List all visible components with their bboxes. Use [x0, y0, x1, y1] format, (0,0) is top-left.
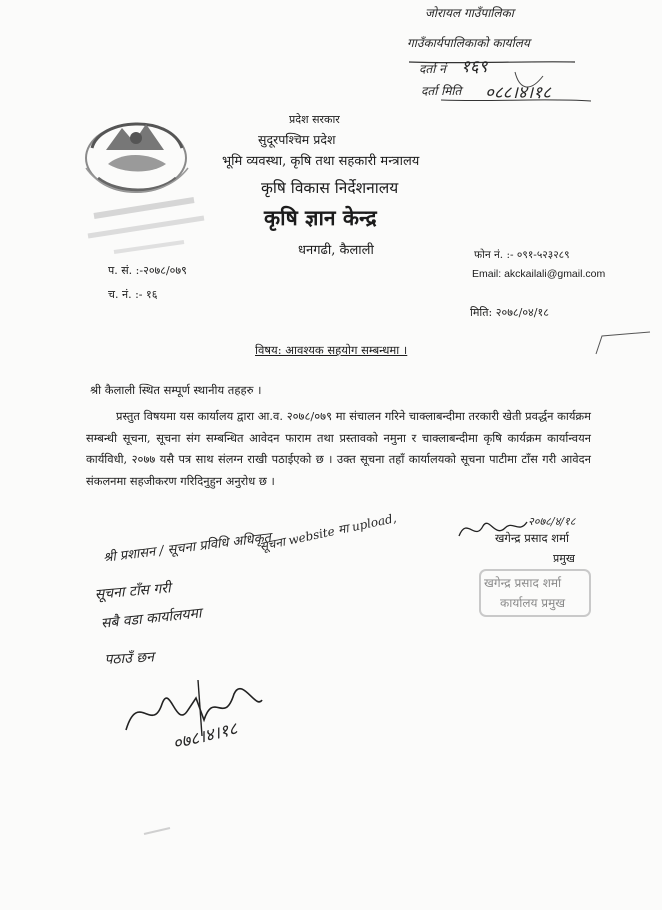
- bleed-through-marks: [84, 196, 214, 256]
- office-location: धनगढी, कैलाली: [298, 243, 374, 258]
- handwritten-note-line2: सूचना टाँस गरी: [94, 580, 172, 603]
- darta-number: १६९: [461, 57, 488, 77]
- receipt-stamp-line2: गाउँकार्यपालिकाको कार्यालय: [407, 36, 530, 50]
- handwritten-note-line3: सबै वडा कार्यालयमा: [100, 605, 203, 632]
- office-stamp-line1: खगेन्द्र प्रसाद शर्मा: [484, 576, 562, 590]
- letter-reference-number: प. सं. :-२०७८/०७९: [108, 264, 187, 277]
- signature-date: २०७८/४/१८: [528, 515, 576, 528]
- ministry-name: भूमि व्यवस्था, कृषि तथा सहकारी मन्त्रालय: [222, 154, 420, 169]
- office-stamp-line2: कार्यालय प्रमुख: [500, 596, 566, 610]
- phone-number: फोन नं. :- ०९१-५२३२८९: [474, 249, 570, 261]
- handwritten-note-line1b: सूचना website मा upload,: [258, 510, 398, 554]
- handwritten-note-line4: पठाउँ छन: [104, 649, 155, 668]
- nepal-emblem-icon: [78, 108, 196, 204]
- directorate-name: कृषि विकास निर्देशनालय: [261, 179, 399, 197]
- letter-addressee: श्री कैलाली स्थित सम्पूर्ण स्थानीय तहहरु ।: [90, 383, 262, 397]
- letter-body-text: प्रस्तुत विषयमा यस कार्यालय द्वारा आ.व. २०७८/०७९ मा संचालन गरिने चाक्लाबन्दीमा तरकारी खेती प्रवर्द्धन कार्यक्रम सम्बन्धी सूचना, सूचना संग सम्बन्धित आवेदन फाराम तथा प्रस्तावको नमुना र चाक्लाबन्दीमा कृषि कार्यक्रम कार्यान्वयन कार्यविधी, २०७७ यसै पत्र साथ संलग्न राखी पठाईएको छ । उक्त सूचना तहाँ कार्यालयको सूचना पाटीमा टाँस गरी आवेदन संकलनमा सहजीकरण गरिदिनुहुन अनुरोध छ ।: [86, 409, 591, 488]
- darta-date-label: दर्ता मिति: [421, 84, 462, 98]
- signatory-name: खगेन्द्र प्रसाद शर्मा: [495, 531, 569, 545]
- email-address: Email: akckailali@gmail.com: [472, 268, 606, 280]
- margin-pen-mark: [594, 330, 654, 360]
- province-government: प्रदेश सरकार: [289, 113, 340, 126]
- office-stamp: [478, 568, 592, 618]
- faint-mark: [140, 820, 180, 844]
- letter-subject: विषय: आवश्यक सहयोग सम्बन्धमा ।: [255, 343, 408, 357]
- handwritten-note-line1: श्री प्रशासन / सूचना प्रविधि अधिकृत: [102, 530, 272, 566]
- province-name: सुदूरपश्चिम प्रदेश: [258, 132, 336, 147]
- letter-body: [86, 406, 591, 492]
- receipt-stamp: [403, 4, 633, 112]
- darta-date: ०८८।४।१८: [485, 83, 551, 103]
- signatory-title: प्रमुख: [553, 552, 575, 565]
- letter-date: मिति: २०७८/०४/१८: [470, 306, 549, 319]
- office-name: कृषि ज्ञान केन्द्र: [264, 205, 377, 230]
- receipt-stamp-line1: जोरायल गाउँपालिका: [425, 6, 514, 20]
- dispatch-number: च. नं. :- १६: [108, 288, 158, 301]
- handwritten-date: ०७८।४।१८: [170, 718, 240, 755]
- darta-label: दर्ता नं: [419, 62, 446, 76]
